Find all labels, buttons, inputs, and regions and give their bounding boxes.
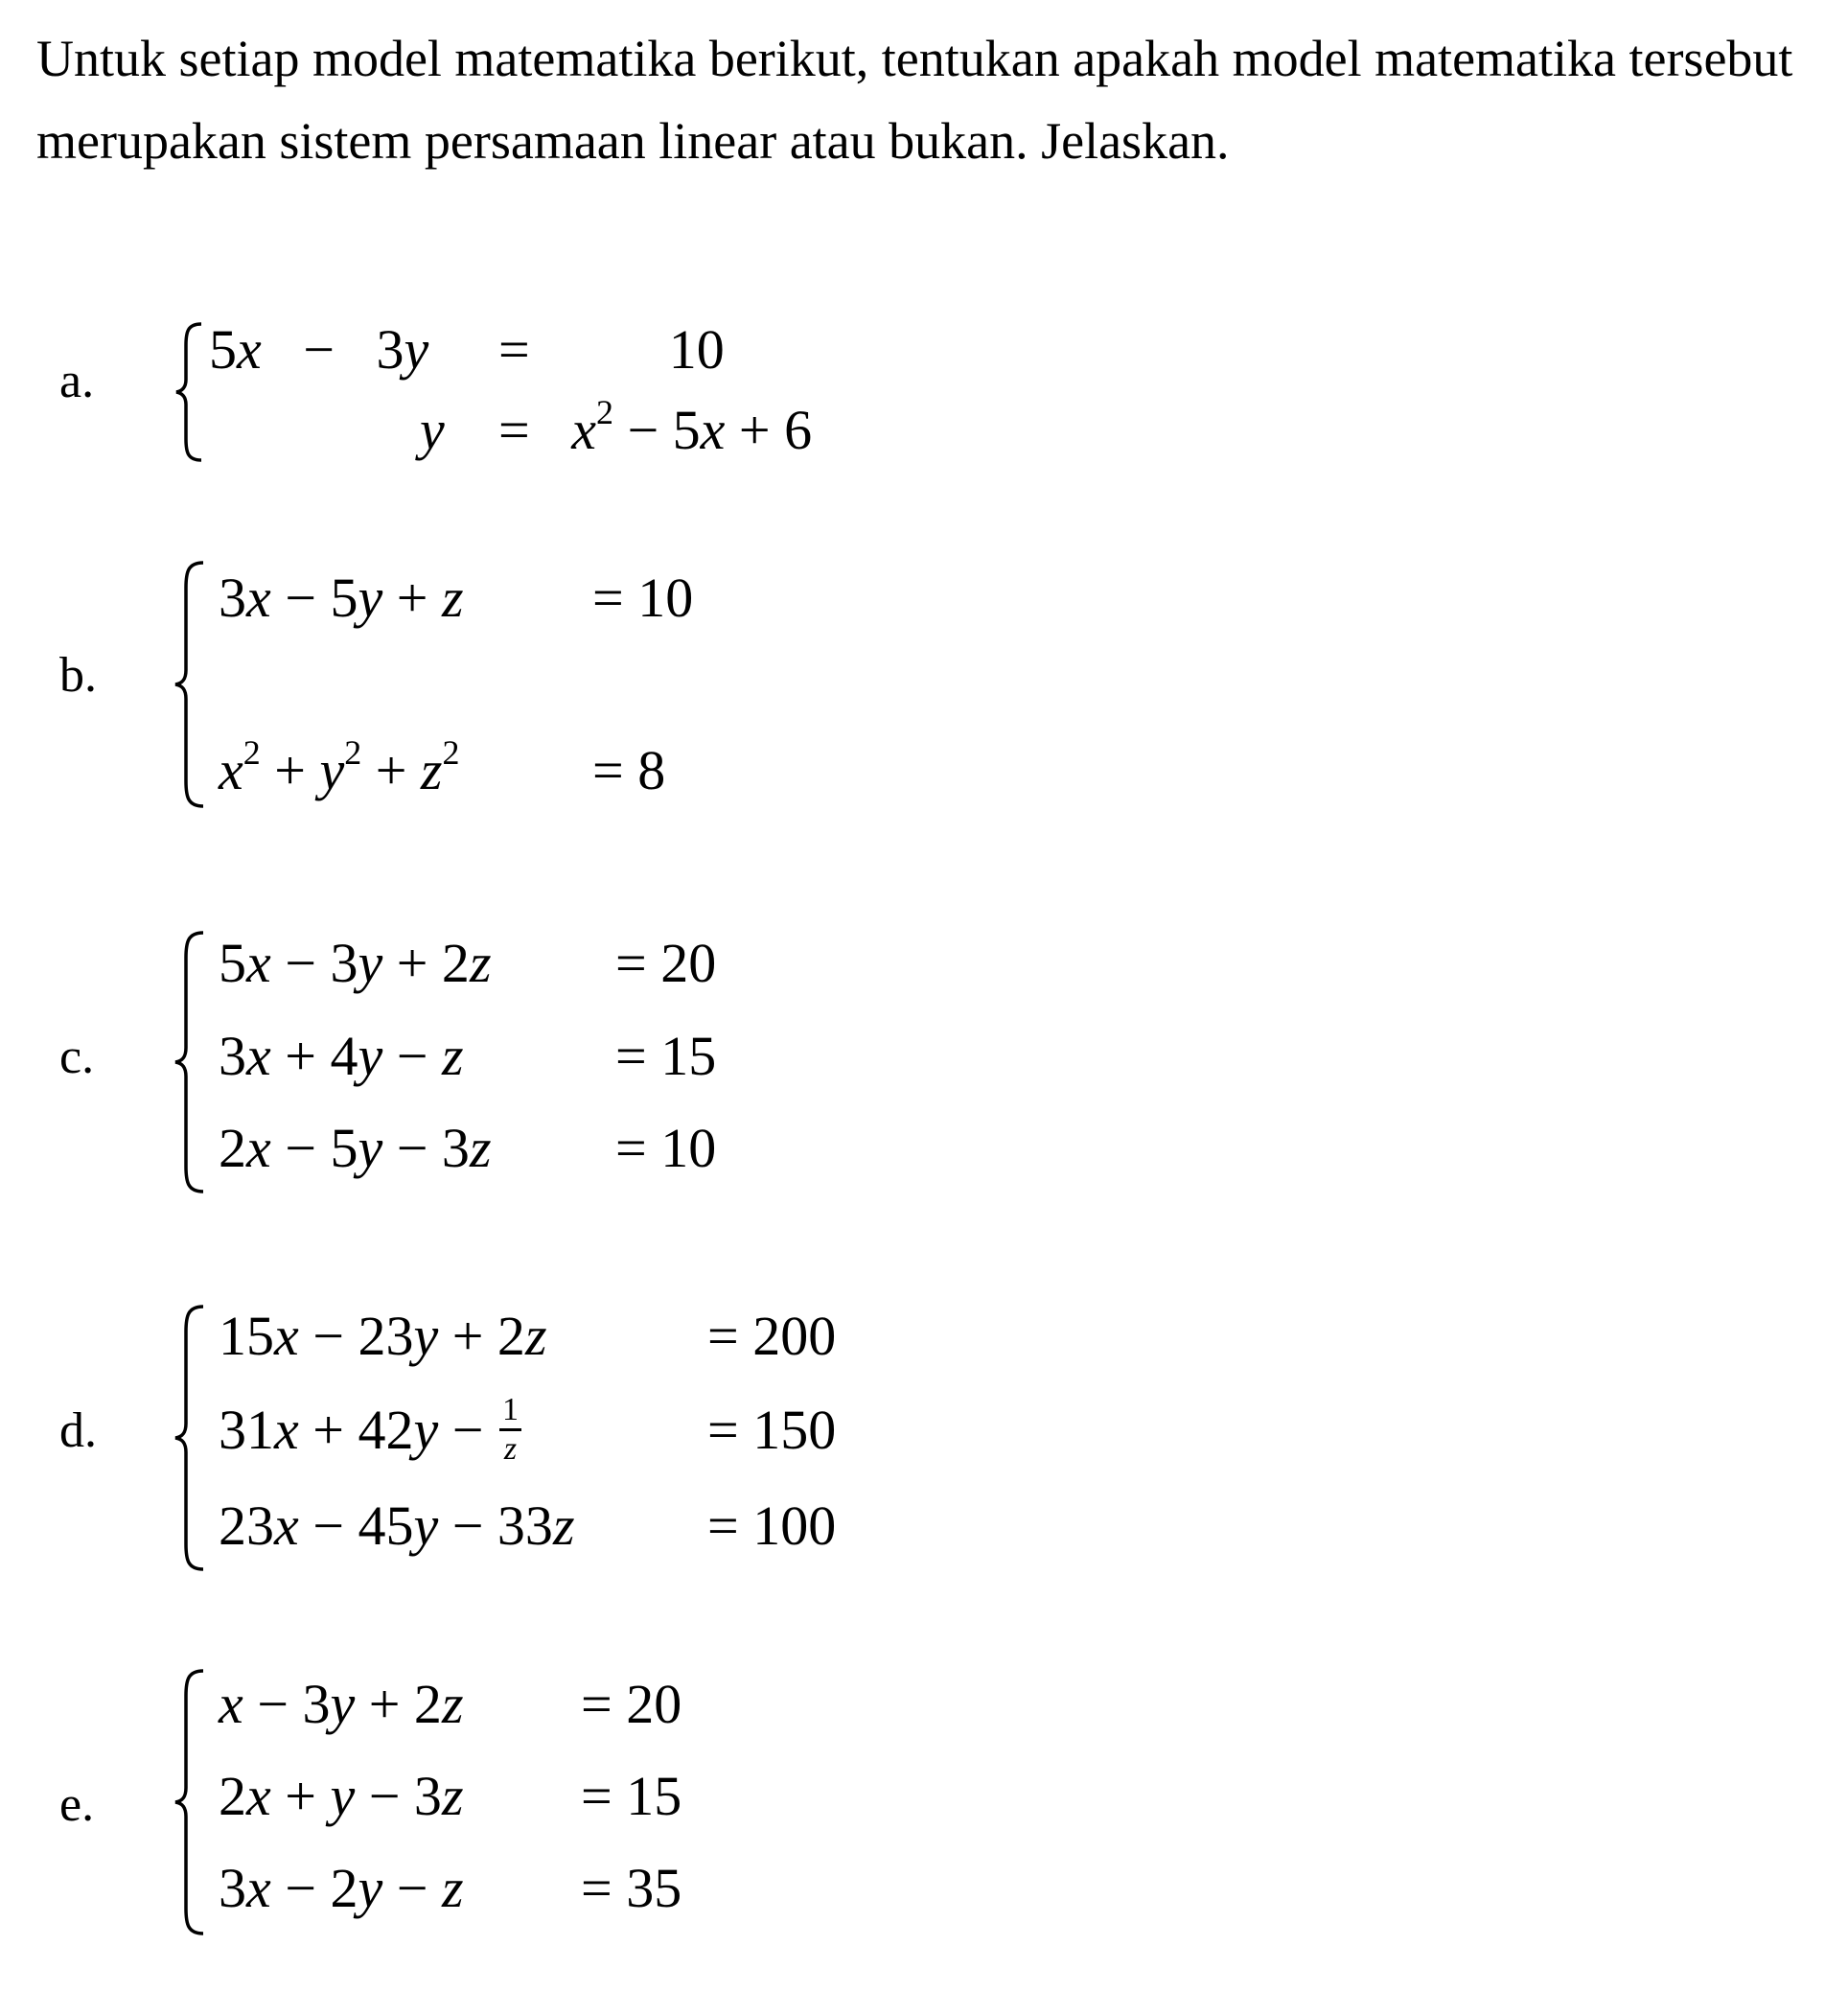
equation-lhs: 2x + y − 3z [219, 1765, 464, 1827]
equation-lhs: 3x − 2y − z [219, 1857, 464, 1919]
problem-label: c. [59, 1030, 95, 1084]
equation-row [0, 1303, 1848, 1370]
equation-row [0, 1115, 1848, 1182]
equation-lhs: 5x − 3y + 2z [219, 932, 492, 994]
equation-row [0, 393, 1848, 464]
equation-rhs: = $x^2 - 5x + 6$ [498, 393, 813, 461]
equation-rhs: = 15 [581, 1765, 682, 1827]
equation-row [0, 1671, 1848, 1738]
equation-lhs: y [420, 399, 445, 461]
equation-rhs: = 200 [707, 1305, 837, 1367]
instructions-text: Untuk setiap model matematika berikut, tentukan apakah model matematika tersebut merupakan sistem persamaan linear atau bukan. Jelaskan. [36, 30, 1793, 170]
equation-rhs: = 35 [581, 1857, 682, 1919]
equation-rhs: = 10 [592, 567, 694, 629]
equation-row [0, 316, 1848, 383]
equation-row [0, 930, 1848, 997]
problem-label: b. [59, 648, 97, 703]
equation-row [0, 1493, 1848, 1560]
equation-lhs: x − 3y + 2z [219, 1673, 464, 1735]
equation-row [0, 1763, 1848, 1830]
equation-rhs: = 150 [707, 1399, 837, 1461]
equation-lhs: 2x − 5y − 3z [219, 1117, 492, 1179]
problem-label: a. [59, 354, 95, 408]
equation-lhs: 5x − 3y [209, 318, 429, 381]
equation-row [0, 565, 1848, 632]
problem-label: d. [59, 1403, 97, 1458]
equation-lhs: 3x + 4y − z [219, 1025, 464, 1087]
equation-row [0, 1392, 1848, 1468]
equation-row [0, 1855, 1848, 1922]
equation-lhs: 15x − 23y + 2z [219, 1305, 547, 1367]
equation-lhs: 23x − 45y − 33z [219, 1494, 575, 1557]
equation-lhs: 31x + 42y − $\frac{1}{z}$ [219, 1397, 523, 1471]
equation-rhs: = 20 [615, 932, 717, 994]
equation-rhs: = 20 [581, 1673, 682, 1735]
problem-label: e. [59, 1777, 95, 1832]
equation-row [0, 1023, 1848, 1090]
equation-lhs: $x^2 + y^2 + z^2$ [219, 733, 460, 801]
equation-rhs: = 10 [615, 1117, 717, 1179]
equation-rhs: = 8 [592, 739, 666, 801]
equation-row [0, 733, 1848, 804]
equation-lhs: 3x − 5y + z [219, 567, 464, 629]
equation-rhs: = 10 [498, 318, 725, 381]
equation-rhs: = 15 [615, 1025, 717, 1087]
equation-rhs: = 100 [707, 1494, 837, 1557]
